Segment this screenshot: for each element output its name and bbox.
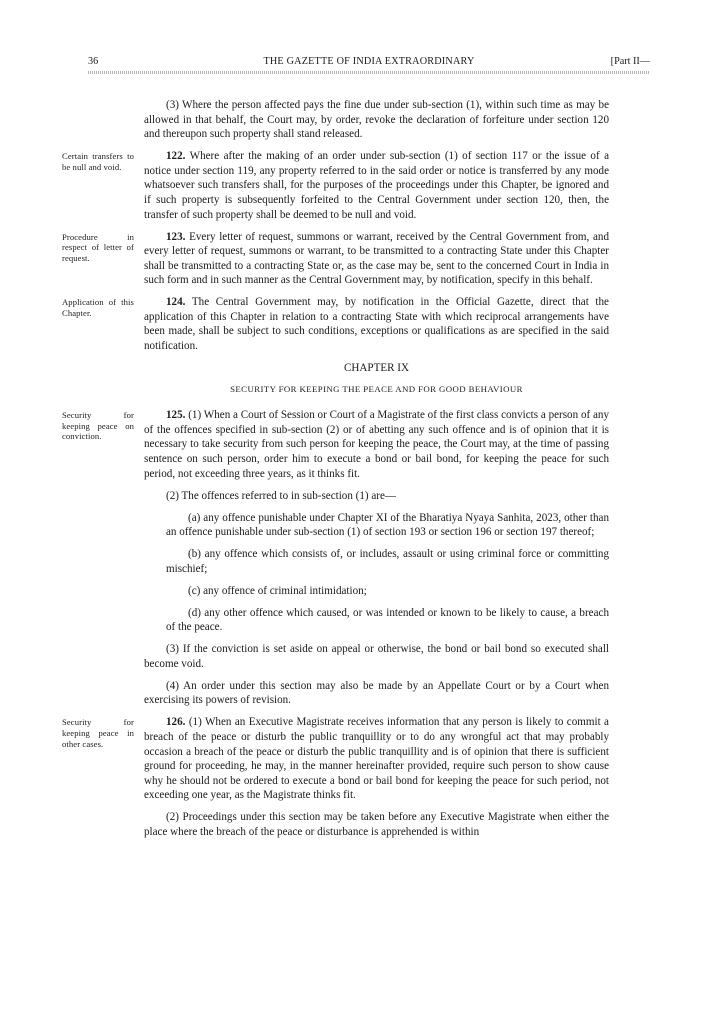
paragraph <box>144 810 609 839</box>
text: (3) Where the person affected pays the fine due under sub-section (1), within such time as may be allowed in that behalf, the Court may, by order, revoke the declaration of forfeiture under section 120 and thereupon such property shall stand released. <box>144 99 609 141</box>
text: Every letter of request, summons or warrant, received by the Central Government from, and every letter of request, summons or warrant, to be transmitted to a contracting State under this Chapter shall be transmitted to a contracting State or, as the case may be, sent to the concerned Court in India in such form and in such manner as the Central Government may, by notification, specify in this behalf. <box>144 230 609 287</box>
text: SECURITY FOR KEEPING THE PEACE AND FOR GOOD BEHAVIOUR <box>230 383 523 394</box>
marginal-note: Application of this Chapter. <box>62 297 134 318</box>
page-header <box>88 56 650 70</box>
text: (b) any offence which consists of, or includes, assault or using criminal force or committing mischief; <box>166 548 609 575</box>
part-label: [Part II— <box>610 56 650 67</box>
section-paragraph <box>62 715 609 803</box>
header-rule <box>88 71 650 74</box>
section-paragraph <box>62 149 609 222</box>
marginal-note: Procedure in respect of letter of request. <box>62 231 134 263</box>
text: CHAPTER IX <box>343 362 410 375</box>
section-paragraph <box>62 295 609 353</box>
gazette-title: THE GAZETTE OF INDIA EXTRAORDINARY <box>263 56 475 67</box>
text: Where after the making of an order under sub-section (1) of section 117 or the issue of a notice under section 119, any property referred to in the said order or notice is transferred by any mode whatsoever such transfers shall, for the purposes of the proceedings under this Chapter, be ignored and if such property is subsequently forfeited to the Central Government under section 120, then, the transfer of such property shall be deemed to be null and void. <box>144 150 609 221</box>
section-number: 123. <box>166 230 186 243</box>
section-paragraph <box>62 230 609 288</box>
text: (3) If the conviction is set aside on appeal or otherwise, the bond or bail bond so executed shall become void. <box>144 643 609 670</box>
page-number: 36 <box>88 56 99 67</box>
paragraph <box>144 489 609 504</box>
paragraph <box>144 98 609 142</box>
text: (a) any offence punishable under Chapter XI of the Bharatiya Nyaya Sanhita, 2023, other than an offence punishable under sub-section (1) of section 193 or section 196 or section 197 thereof; <box>166 511 609 539</box>
text: (2) The offences referred to in sub-section (1) are— <box>166 489 396 502</box>
text: (d) any other offence which caused, or was intended or known to be likely to cause, a breach of the peace. <box>166 606 609 634</box>
clause <box>144 606 609 635</box>
paragraph <box>144 642 609 671</box>
section-number: 126. <box>166 716 186 729</box>
text: (1) When an Executive Magistrate receives information that any person is likely to commit a breach of the peace or disturb the public tranquillity or to do any wrongful act that may probably occasion a breach of the peace or disturb the public tranquillity and is of opinion that there is sufficient ground for proceeding, he may, in the manner hereinafter provided, require such person to show cause why he should not be ordered to execute a bond or bail bond for keeping the peace for such period, not exceeding one year, as the Magistrate thinks fit. <box>144 716 609 802</box>
section-paragraph <box>62 408 609 481</box>
marginal-note: Certain transfers to be null and void. <box>62 151 134 172</box>
text: (4) An order under this section may also be made by an Appellate Court or by a Court when exercising its powers of revision. <box>144 679 609 707</box>
section-number: 122. <box>166 150 186 163</box>
text: (2) Proceedings under this section may be taken before any Executive Magistrate when either the place where the breach of the peace or disturbance is apprehended is within <box>144 811 609 839</box>
text: (c) any offence of criminal intimidation; <box>188 584 367 597</box>
text: The Central Government may, by notification in the Official Gazette, direct that the application of this Chapter in relation to a contracting State with which reciprocal arrangements have been made, shall be subject to such conditions, exceptions or qualifications as are specified in the said notification. <box>144 296 609 353</box>
text: (1) When a Court of Session or Court of a Magistrate of the first class convicts a person of any of the offences specified in sub-section (2) or of abetting any such offence and is of opinion that it is necessary to take security from such person for keeping the peace, the Court may, at the time of passing sentence on such person, order him to execute a bond or bail bond, for keeping the peace for such period, not exceeding three years, as it thinks fit. <box>144 409 609 480</box>
section-number: 124. <box>166 296 186 309</box>
clause <box>144 547 609 576</box>
chapter-subheading <box>144 382 609 397</box>
section-number: 125. <box>166 409 186 422</box>
clause <box>144 584 609 599</box>
marginal-note: Security for keeping peace on conviction. <box>62 410 134 442</box>
clause <box>144 511 609 540</box>
chapter-heading <box>144 361 609 376</box>
document-body <box>62 98 609 847</box>
marginal-note: Security for keeping peace in other cases. <box>62 717 134 749</box>
paragraph <box>144 679 609 708</box>
